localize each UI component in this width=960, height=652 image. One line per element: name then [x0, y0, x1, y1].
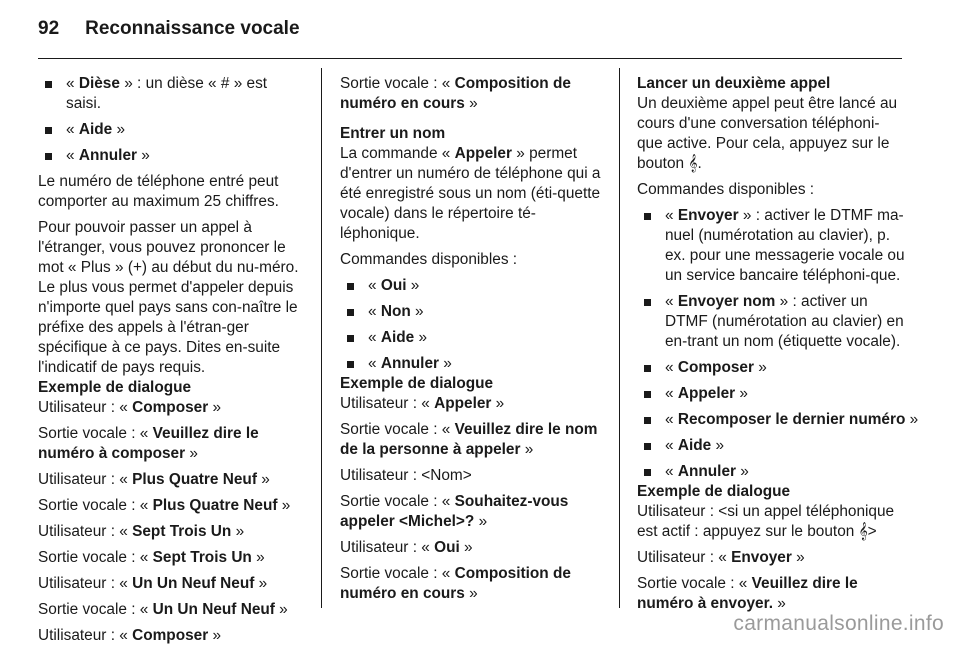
list-item: « Oui »	[340, 276, 605, 296]
list-item: « Annuler »	[340, 354, 605, 374]
dialog-line: Utilisateur : <si un appel téléphonique est actif : appuyez sur le bouton 𝄞>	[637, 503, 895, 540]
commands-label: Commandes disponibles :	[340, 251, 518, 268]
paragraph: Pour pouvoir passer un appel à l'étranger, vous pouvez prononcer le mot « Plus » (+) au début du nu-méro. Le plus vous permet d'appeler depuis n'importe quel pays sans con-naître le préfixe des appels à l'étran-ger spécifique à ce pays. Dites en-suite l'indicatif de pays requis.	[38, 219, 299, 376]
commands-label: Commandes disponibles :	[637, 181, 815, 198]
paragraph: La commande « Appeler » permet d'entrer un numéro de téléphone qui a été enregistré sous un nom (éti-quette vocale) dans le répertoire té-léphonique.	[340, 145, 601, 242]
page-number: 92	[38, 18, 60, 39]
list-item: « Aide »	[340, 328, 605, 348]
list-item: « Recomposer le dernier numéro »	[637, 410, 905, 430]
header-rule	[38, 58, 902, 59]
list-item: « Composer »	[637, 358, 905, 378]
dialog-line: Sortie vocale : « Plus Quatre Neuf »	[38, 497, 291, 514]
list-item: « Envoyer » : activer le DTMF ma-nuel (numérotation au clavier), p. ex. pour une messagerie vocale ou un service bancaire téléphoni-que.	[637, 206, 905, 286]
dialog-line: Sortie vocale : « Veuillez dire le nom de la personne à appeler »	[340, 421, 598, 458]
dialog-line: Utilisateur : « Un Un Neuf Neuf »	[38, 575, 268, 592]
column-divider-2	[619, 68, 620, 608]
dialog-line: Utilisateur : « Appeler »	[340, 395, 505, 412]
column-2	[340, 74, 605, 610]
section-heading: Exemple de dialogue	[340, 375, 494, 392]
dialog-line: Sortie vocale : « Un Un Neuf Neuf »	[38, 601, 288, 618]
page-header	[38, 18, 300, 40]
paragraph: Un deuxième appel peut être lancé au cours d'une conversation téléphoni-que active. Pour cela, appuyez sur le bouton 𝄞.	[637, 95, 898, 172]
dialog-line: Sortie vocale : « Composition de numéro en cours »	[340, 565, 571, 602]
column-divider-1	[321, 68, 322, 608]
dialog-line: Utilisateur : « Composer »	[38, 627, 222, 644]
watermark: carmanualsonline.info	[733, 612, 944, 635]
section-heading: Exemple de dialogue	[38, 379, 192, 396]
dialog-line: Utilisateur : <Nom>	[340, 467, 472, 484]
list-item: « Annuler »	[38, 146, 303, 166]
page-title: Reconnaissance vocale	[85, 18, 300, 39]
list-item: « Appeler »	[637, 384, 905, 404]
dialog-line: Sortie vocale : « Sept Trois Un »	[38, 549, 265, 566]
dialog-line: Sortie vocale : « Veuillez dire le numéro à envoyer. »	[637, 575, 858, 612]
section-heading: Exemple de dialogue	[637, 483, 791, 500]
column-1	[38, 74, 303, 652]
list-item: « Dièse » : un dièse « # » est saisi.	[38, 74, 303, 114]
paragraph: Le numéro de téléphone entré peut comporter au maximum 25 chiffres.	[38, 173, 279, 210]
dialog-line: Sortie vocale : « Souhaitez-vous appeler <Michel>? »	[340, 493, 569, 530]
dialog-line: Utilisateur : « Composer »	[38, 399, 222, 416]
list-item: « Aide »	[38, 120, 303, 140]
list-item: « Annuler »	[637, 462, 905, 482]
column-3	[637, 74, 919, 620]
dialog-line: Utilisateur : « Oui »	[340, 539, 473, 556]
dialog-line: Sortie vocale : « Composition de numéro en cours »	[340, 75, 571, 112]
dialog-line: Sortie vocale : « Veuillez dire le numéro à composer »	[38, 425, 259, 462]
dialog-line: Utilisateur : « Envoyer »	[637, 549, 805, 566]
list-item: « Aide »	[637, 436, 905, 456]
list-item: « Envoyer nom » : activer un DTMF (numérotation au clavier) en en-trant un nom (étiquette vocale).	[637, 292, 905, 352]
list-item: « Non »	[340, 302, 605, 322]
dialog-line: Utilisateur : « Sept Trois Un »	[38, 523, 245, 540]
section-heading: Entrer un nom	[340, 125, 446, 142]
dialog-line: Utilisateur : « Plus Quatre Neuf »	[38, 471, 270, 488]
section-heading: Lancer un deuxième appel	[637, 75, 831, 92]
